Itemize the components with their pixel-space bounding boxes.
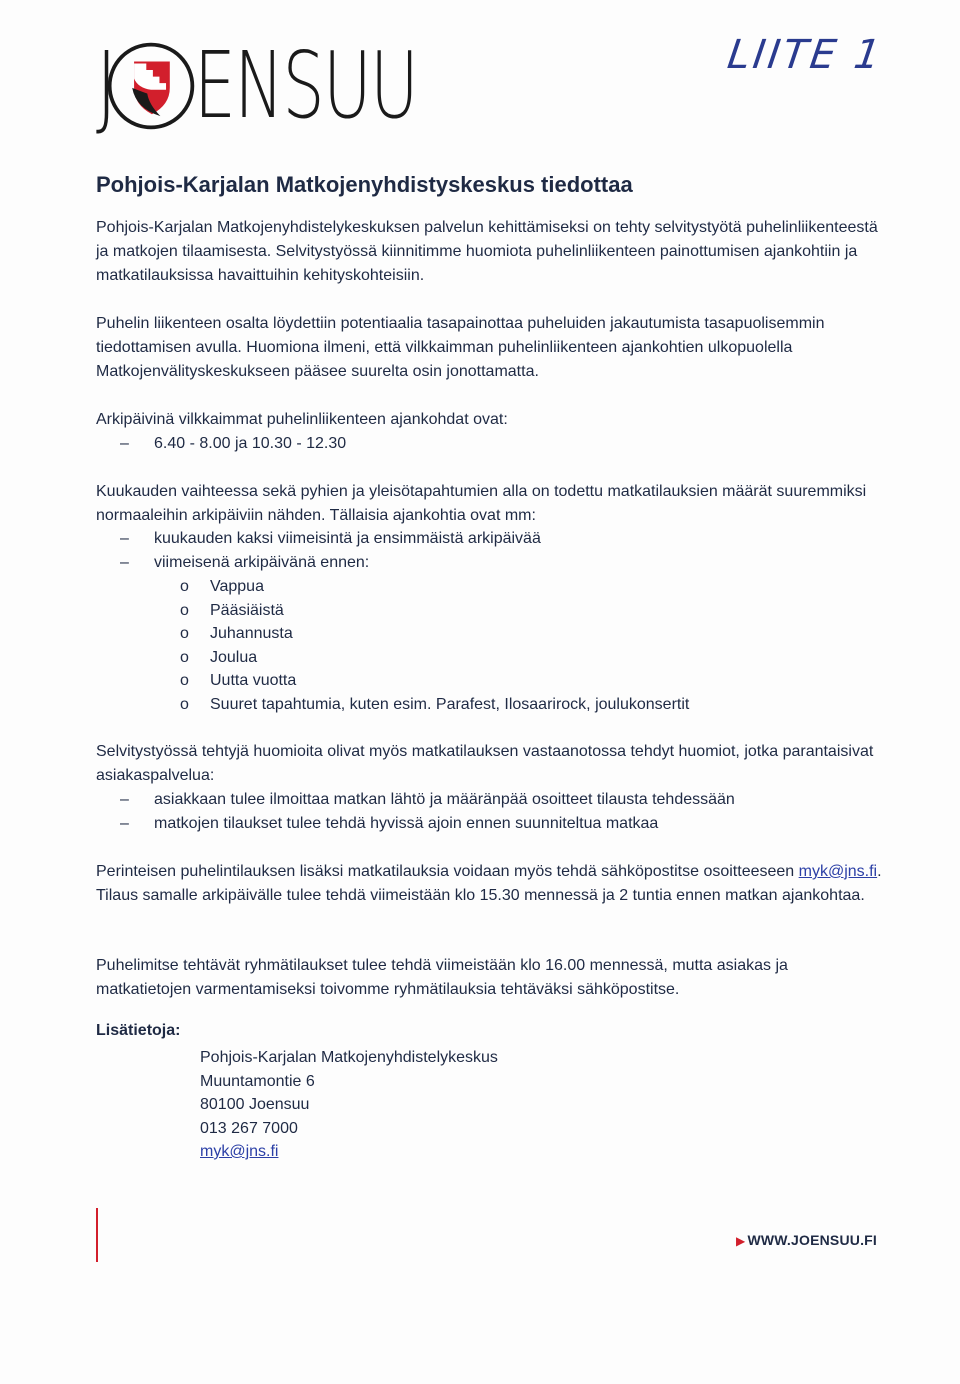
list-item: o Suuret tapahtumia, kuten esim. Parafest, Ilosaarirock, joulukonsertit: [180, 693, 689, 717]
contact-organization: Pohjois-Karjalan Matkojenyhdistelykeskus: [200, 1049, 498, 1066]
list-item: – matkojen tilaukset tulee tehdä hyvissä ajoin ennen suunniteltua matkaa: [120, 812, 735, 836]
list-item: – viimeisenä arkipäivänä ennen:: [120, 551, 541, 575]
list-item: – asiakkaan tulee ilmoittaa matkan lähtö ja määränpää osoitteet tilausta tehdessään: [120, 788, 735, 812]
handwritten-appendix-note: LIITE 1: [724, 32, 886, 78]
paragraph-group-orders: Puhelimitse tehtävät ryhmätilaukset tulee tehdä viimeistään klo 16.00 mennessä, mutta asiakas ja matkatietojen varmentamiseksi toivomme ryhmätilauksia tehtäväksi sähköpostitse.: [96, 957, 788, 998]
footer-website[interactable]: [736, 1232, 877, 1248]
list-item: o Joulua: [180, 646, 689, 670]
holidays-list: [180, 575, 689, 716]
improvements-list: [120, 788, 735, 836]
email-ordering-text: Perinteisen puhelintilauksen lisäksi matkatilauksia voidaan myös tehdä sähköpostitse osoitteeseen: [96, 863, 795, 880]
footer-url-text: WWW.JOENSUU.FI: [747, 1232, 878, 1248]
contact-phone: 013 267 7000: [200, 1119, 298, 1137]
email-ordering-text-end: . Tilaus samalle arkipäivälle tulee tehdä viimeistään klo 15.30 mennessä ja 2 tuntia ennen matkan ajankohtaa.: [96, 863, 882, 904]
logo-letters-ensuu: ENSUU: [194, 32, 418, 139]
list-item: o Uutta vuotta: [180, 669, 689, 693]
footer-divider: [96, 1208, 98, 1262]
list-item: o Juhannusta: [180, 622, 689, 646]
email-link[interactable]: myk@jns.fi: [798, 863, 878, 880]
list-item: – 6.40 - 8.00 ja 10.30 - 12.30: [120, 432, 346, 456]
peak-periods-list: [120, 527, 541, 575]
paragraph-email-ordering: [96, 860, 886, 908]
contact-email-link[interactable]: myk@jns.fi: [200, 1143, 279, 1160]
city-emblem-icon: [104, 39, 198, 133]
paragraph-peak-periods: Kuukauden vaihteessa sekä pyhien ja yleisötapahtumien alla on todettu matkatilauksien määrät suuremmiksi normaaleihin arkipäiviin nähden. Tällaisia ajankohtia ovat mm:: [96, 483, 867, 524]
paragraph-improvements: Selvitystyössä tehtyjä huomioita olivat myös matkatilauksen vastaanotossa tehdyt huomiot, jotka parantaisivat asiakaspalvelua:: [96, 743, 874, 784]
list-item: o Vappua: [180, 575, 689, 599]
contact-block: [200, 1046, 498, 1164]
more-info-label: Lisätietoja:: [96, 1022, 181, 1039]
red-triangle-icon: ▶: [736, 1234, 746, 1248]
contact-street: Muuntamontie 6: [200, 1072, 315, 1090]
joensuu-logo: [96, 32, 504, 139]
busy-times-list: [120, 432, 346, 456]
paragraph-findings: Puhelin liikenteen osalta löydettiin potentiaalia tasapainottaa puheluiden jakautumista tasapuolisemmin tiedottamisen avulla. Huomiona ilmeni, että vilkkaimman puhelinliikenteen ajankohtien ulkopuolella Matkojenvälityskeskukseen pääsee suurelta osin jonottamatta.: [96, 315, 825, 380]
page-title: Pohjois-Karjalan Matkojenyhdistyskeskus tiedottaa: [96, 172, 633, 197]
list-item: – kuukauden kaksi viimeisintä ja ensimmäistä arkipäivää: [120, 527, 541, 551]
list-item: o Pääsiäistä: [180, 599, 689, 623]
logo-letter-j: J: [96, 32, 117, 139]
contact-city: 80100 Joensuu: [200, 1096, 310, 1113]
paragraph-busy-times: Arkipäivinä vilkkaimmat puhelinliikenteen ajankohdat ovat:: [96, 411, 508, 428]
paragraph-intro: Pohjois-Karjalan Matkojenyhdistelykeskuksen palvelun kehittämiseksi on tehty selvitystyötä puhelinliikenteestä ja matkojen tilaamisesta. Selvitystyössä kiinnitimme huomiota puhelinliikenteen painottumisen ajankohtiin ja matkatilauksissa havaittuihin kehityskohteisiin.: [96, 219, 878, 284]
